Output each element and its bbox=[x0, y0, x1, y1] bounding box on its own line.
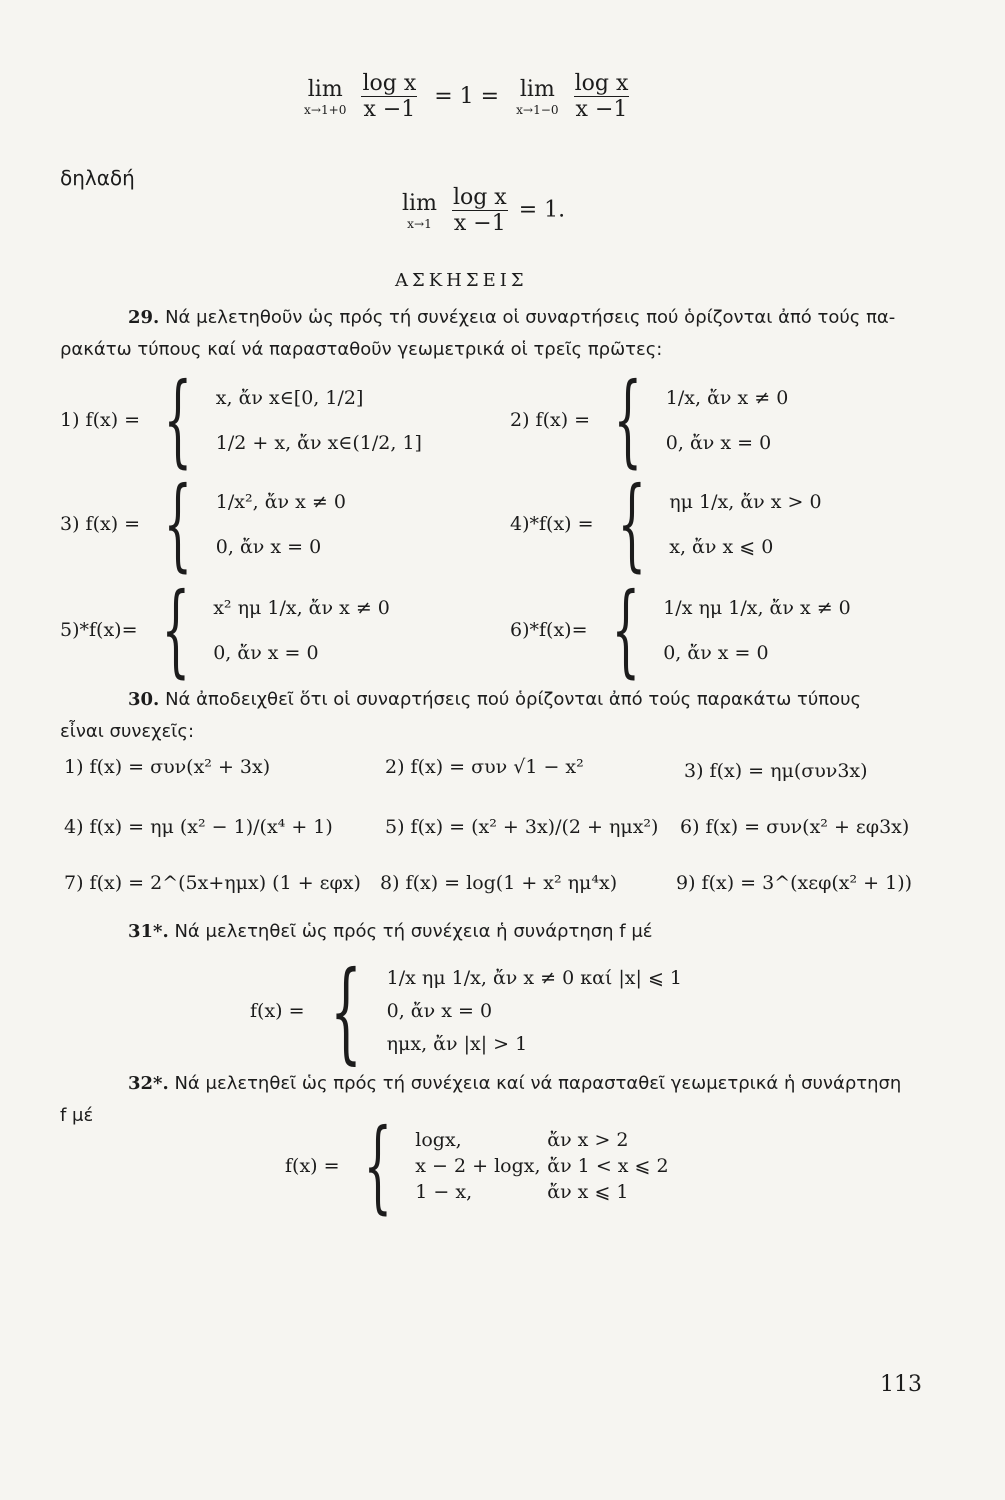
exercise-29-text: 29. Νά μελετηθοῦν ὡς πρός τή συνέχεια οἱ συναρτήσεις πού ὁρίζονται ἀπό τούς πα- ρακάτω τύπους καί νά παρασταθοῦν γεωμετρικά οἱ τρεῖς πρῶτες: bbox=[60, 307, 896, 360]
limit-result-line: lim x→1 $\frac{\text{log x}}{x -1}$ = 1. bbox=[402, 185, 566, 237]
ex30-item-1: 1) f(x) = συν(x² + 3x) bbox=[64, 756, 271, 778]
left-brace: { bbox=[363, 1107, 392, 1224]
exercise-31-text: 31*. Νά μελετηθεῖ ὡς πρός τή συνέχεια ἡ συνάρτηση f μέ bbox=[128, 921, 653, 942]
ex29-item-3: 3) f(x) = { 1/x², ἄν x ≠ 0 0, ἄν x = 0 bbox=[60, 465, 346, 582]
lim-left: lim x→1−0 bbox=[516, 76, 559, 117]
ex30-item-8: 8) f(x) = log(1 + x² ημ⁴x) bbox=[380, 872, 618, 894]
page-number: 113 bbox=[880, 1372, 922, 1397]
exercise-32-number: 32*. bbox=[128, 1073, 169, 1094]
ex30-item-6: 6) f(x) = συν(x² + εφ3x) bbox=[680, 816, 910, 838]
left-brace: { bbox=[329, 947, 362, 1075]
limit-equality-line bbox=[300, 72, 633, 121]
lim-right: lim x→1+0 bbox=[304, 76, 347, 117]
ex30-item-7: 7) f(x) = 2^(5x+ημx) (1 + εφx) bbox=[64, 872, 361, 894]
left-brace: { bbox=[163, 465, 193, 582]
left-brace: { bbox=[613, 361, 643, 478]
ex29-item-5: 5)*f(x)= { x² ημ 1/x, ἄν x ≠ 0 0, ἄν x = 0 bbox=[60, 571, 390, 688]
left-brace: { bbox=[161, 571, 190, 688]
fraction-logx-3: $\frac{\text{log x}}{x -1}$ bbox=[452, 185, 507, 237]
left-brace: { bbox=[617, 465, 646, 582]
exercise-30-number: 30. bbox=[128, 689, 160, 710]
exercise-29-number: 29. bbox=[128, 307, 160, 328]
ex30-item-2: 2) f(x) = συν √1 − x² bbox=[385, 756, 584, 778]
dilady-text: δηλαδή bbox=[60, 166, 135, 190]
ex29-item-6: 6)*f(x)= { 1/x ημ 1/x, ἄν x ≠ 0 0, ἄν x = 0 bbox=[510, 571, 851, 688]
lim-both: lim x→1 bbox=[402, 190, 437, 231]
ex30-item-9: 9) f(x) = 3^(xεφ(x² + 1)) bbox=[676, 872, 913, 894]
ex32-function: f(x) = { logx, ἄν x > 2 x − 2 + logx, ἄν 1 < x ⩽ 2 1 − x, ἄν x ⩽ 1 bbox=[285, 1107, 669, 1224]
left-brace: { bbox=[611, 571, 640, 688]
exercise-32-text: 32*. Νά μελετηθεῖ ὡς πρός τή συνέχεια καί νά παρασταθεῖ γεωμετρικά ἡ συνάρτηση f μέ bbox=[60, 1073, 902, 1126]
ex30-item-3: 3) f(x) = ημ(συν3x) bbox=[684, 760, 868, 782]
fraction-logx: $\frac{\text{log x}}{x -1}$ bbox=[362, 71, 417, 123]
left-brace: { bbox=[163, 361, 193, 478]
ex29-item-1: 1) f(x) = { x, ἄν x∈[0, 1/2] 1/2 + x, ἄν x∈(1/2, 1] bbox=[60, 361, 422, 478]
ex29-item-4: 4)*f(x) = { ημ 1/x, ἄν x > 0 x, ἄν x ⩽ 0 bbox=[510, 465, 822, 582]
ex31-function: f(x) = { 1/x ημ 1/x, ἄν x ≠ 0 καί |x| ⩽ 1 0, ἄν x = 0 ημx, ἄν |x| > 1 bbox=[250, 947, 683, 1075]
fraction-logx-2: $\frac{\text{log x}}{x -1}$ bbox=[574, 71, 629, 123]
ex30-item-5: 5) f(x) = (x² + 3x)/(2 + ημx²) bbox=[385, 816, 659, 838]
ex29-item-2: 2) f(x) = { 1/x, ἄν x ≠ 0 0, ἄν x = 0 bbox=[510, 361, 789, 478]
exercise-30-text: 30. Νά ἀποδειχθεῖ ὅτι οἱ συναρτήσεις πού ὁρίζονται ἀπό τούς παρακάτω τύπους εἶναι συνεχεῖς: bbox=[60, 689, 862, 742]
equals-one: = 1 = bbox=[434, 83, 500, 109]
ex30-item-4: 4) f(x) = ημ (x² − 1)/(x⁴ + 1) bbox=[64, 816, 333, 838]
exercise-31-number: 31*. bbox=[128, 921, 169, 942]
section-title: ΑΣΚΗΣΕΙΣ bbox=[395, 270, 528, 291]
